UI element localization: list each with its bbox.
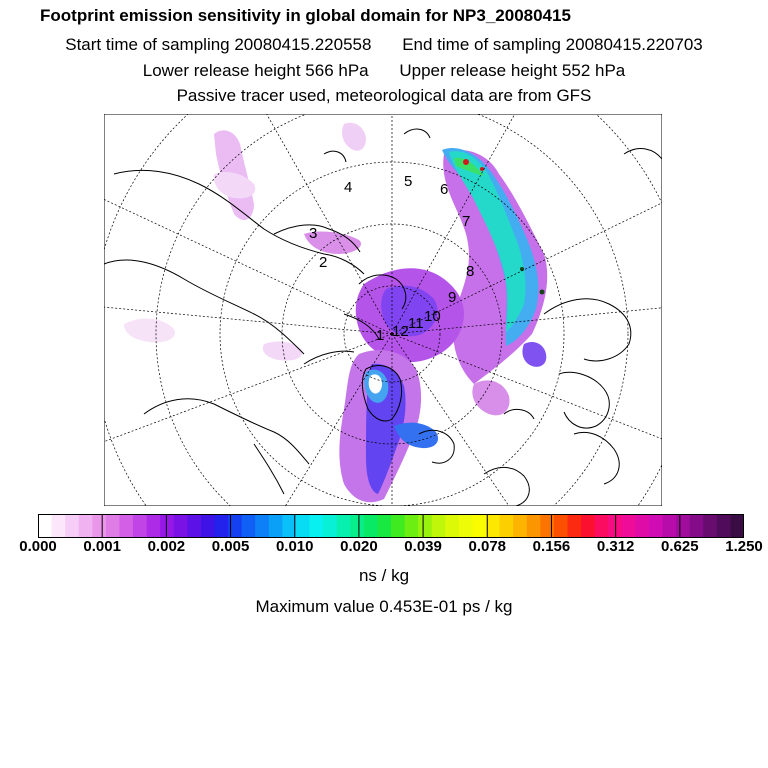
- colorbar-cell: [663, 514, 677, 538]
- traj-label: 7: [462, 213, 471, 230]
- colorbar-cell: [160, 514, 174, 538]
- footprint-map: [104, 114, 662, 506]
- colorbar-cell: [418, 514, 432, 538]
- colorbar-tick-label: 0.625: [661, 538, 699, 555]
- plume-max-dot: [463, 159, 469, 165]
- lower-release-height: Lower release height 566 hPa: [142, 61, 369, 80]
- colorbar-tick-label: 0.001: [83, 538, 121, 555]
- end-time: End time of sampling 20080415.220703: [402, 35, 703, 54]
- colorbar-units: ns / kg: [358, 566, 410, 585]
- traj-label: 9: [448, 289, 457, 306]
- traj-label: 1: [376, 327, 385, 344]
- colorbar-cell: [581, 514, 595, 538]
- colorbar-cell: [119, 514, 133, 538]
- colorbar-cell: [364, 514, 378, 538]
- colorbar-cell: [622, 514, 636, 538]
- start-time: Start time of sampling 20080415.220558: [65, 35, 372, 54]
- colorbar-cell: [296, 514, 310, 538]
- colorbar-cell: [106, 514, 120, 538]
- tracer-note: Passive tracer used, meteorological data are from GFS: [176, 86, 592, 105]
- colorbar-cell: [472, 514, 486, 538]
- max-value: Maximum value 0.453E-01 ps / kg: [255, 597, 513, 616]
- colorbar-cell: [92, 514, 106, 538]
- colorbar-tick-label: 0.078: [468, 538, 507, 555]
- traj-label: 4: [344, 179, 353, 196]
- release-heights: [0, 61, 768, 81]
- colorbar-tick-label: 0.002: [147, 538, 186, 555]
- sampling-times: [0, 35, 768, 55]
- colorbar-cell: [255, 514, 269, 538]
- colorbar-cell: [242, 514, 256, 538]
- traj-label: 3: [309, 225, 318, 242]
- traj-label: 12: [392, 323, 409, 340]
- plot-title: Footprint emission sensitivity in global domain for NP3_20080415: [40, 6, 571, 25]
- colorbar-cell: [676, 514, 690, 538]
- colorbar-cell: [717, 514, 731, 538]
- colorbar-tick-label: 0.039: [404, 538, 442, 555]
- colorbar-cell: [595, 514, 609, 538]
- traj-label: 6: [440, 181, 449, 198]
- traj-label: 8: [466, 263, 475, 280]
- colorbar-cell: [147, 514, 161, 538]
- colorbar-cell: [269, 514, 283, 538]
- colorbar-cell: [445, 514, 459, 538]
- colorbar-cell: [201, 514, 215, 538]
- colorbar-cell: [540, 514, 554, 538]
- traj-label: 2: [319, 254, 328, 271]
- colorbar-tick-label: 0.010: [275, 538, 314, 555]
- colorbar-cell: [554, 514, 568, 538]
- colorbar-cell: [133, 514, 147, 538]
- colorbar-cell: [391, 514, 405, 538]
- colorbar-cell: [38, 514, 52, 538]
- traj-label: 10: [424, 308, 441, 325]
- traj-label: 11: [408, 315, 424, 332]
- colorbar-cell: [337, 514, 351, 538]
- colorbar-cell: [310, 514, 324, 538]
- colorbar-cell: [79, 514, 93, 538]
- colorbar-cell: [649, 514, 663, 538]
- colorbar-cell: [500, 514, 514, 538]
- colorbar-tick-label: 0.005: [211, 538, 250, 555]
- colorbar-cell: [377, 514, 391, 538]
- colorbar-cell: [513, 514, 527, 538]
- colorbar-cell: [405, 514, 419, 538]
- colorbar-cell: [527, 514, 541, 538]
- colorbar-cell: [52, 514, 66, 538]
- colorbar-cell: [703, 514, 717, 538]
- colorbar-tick-label: 1.250: [725, 538, 763, 555]
- colorbar-tick-label: 0.312: [596, 538, 635, 555]
- colorbar-cell: [187, 514, 201, 538]
- colorbar-tick-label: 0.000: [19, 538, 57, 555]
- colorbar-cell: [215, 514, 229, 538]
- colorbar-cell: [174, 514, 188, 538]
- traj-label: 5: [404, 173, 413, 190]
- colorbar-cell: [568, 514, 582, 538]
- colorbar: [38, 514, 744, 538]
- colorbar-tick-label: 0.020: [340, 538, 378, 555]
- colorbar-cell: [486, 514, 500, 538]
- colorbar-cell: [350, 514, 364, 538]
- colorbar-cell: [323, 514, 337, 538]
- colorbar-cell: [730, 514, 744, 538]
- colorbar-cell: [635, 514, 649, 538]
- colorbar-cell: [432, 514, 446, 538]
- colorbar-cell: [65, 514, 79, 538]
- colorbar-tick-label: 0.156: [532, 538, 571, 555]
- upper-release-height: Upper release height 552 hPa: [399, 61, 626, 80]
- colorbar-cell: [690, 514, 704, 538]
- colorbar-cell: [459, 514, 473, 538]
